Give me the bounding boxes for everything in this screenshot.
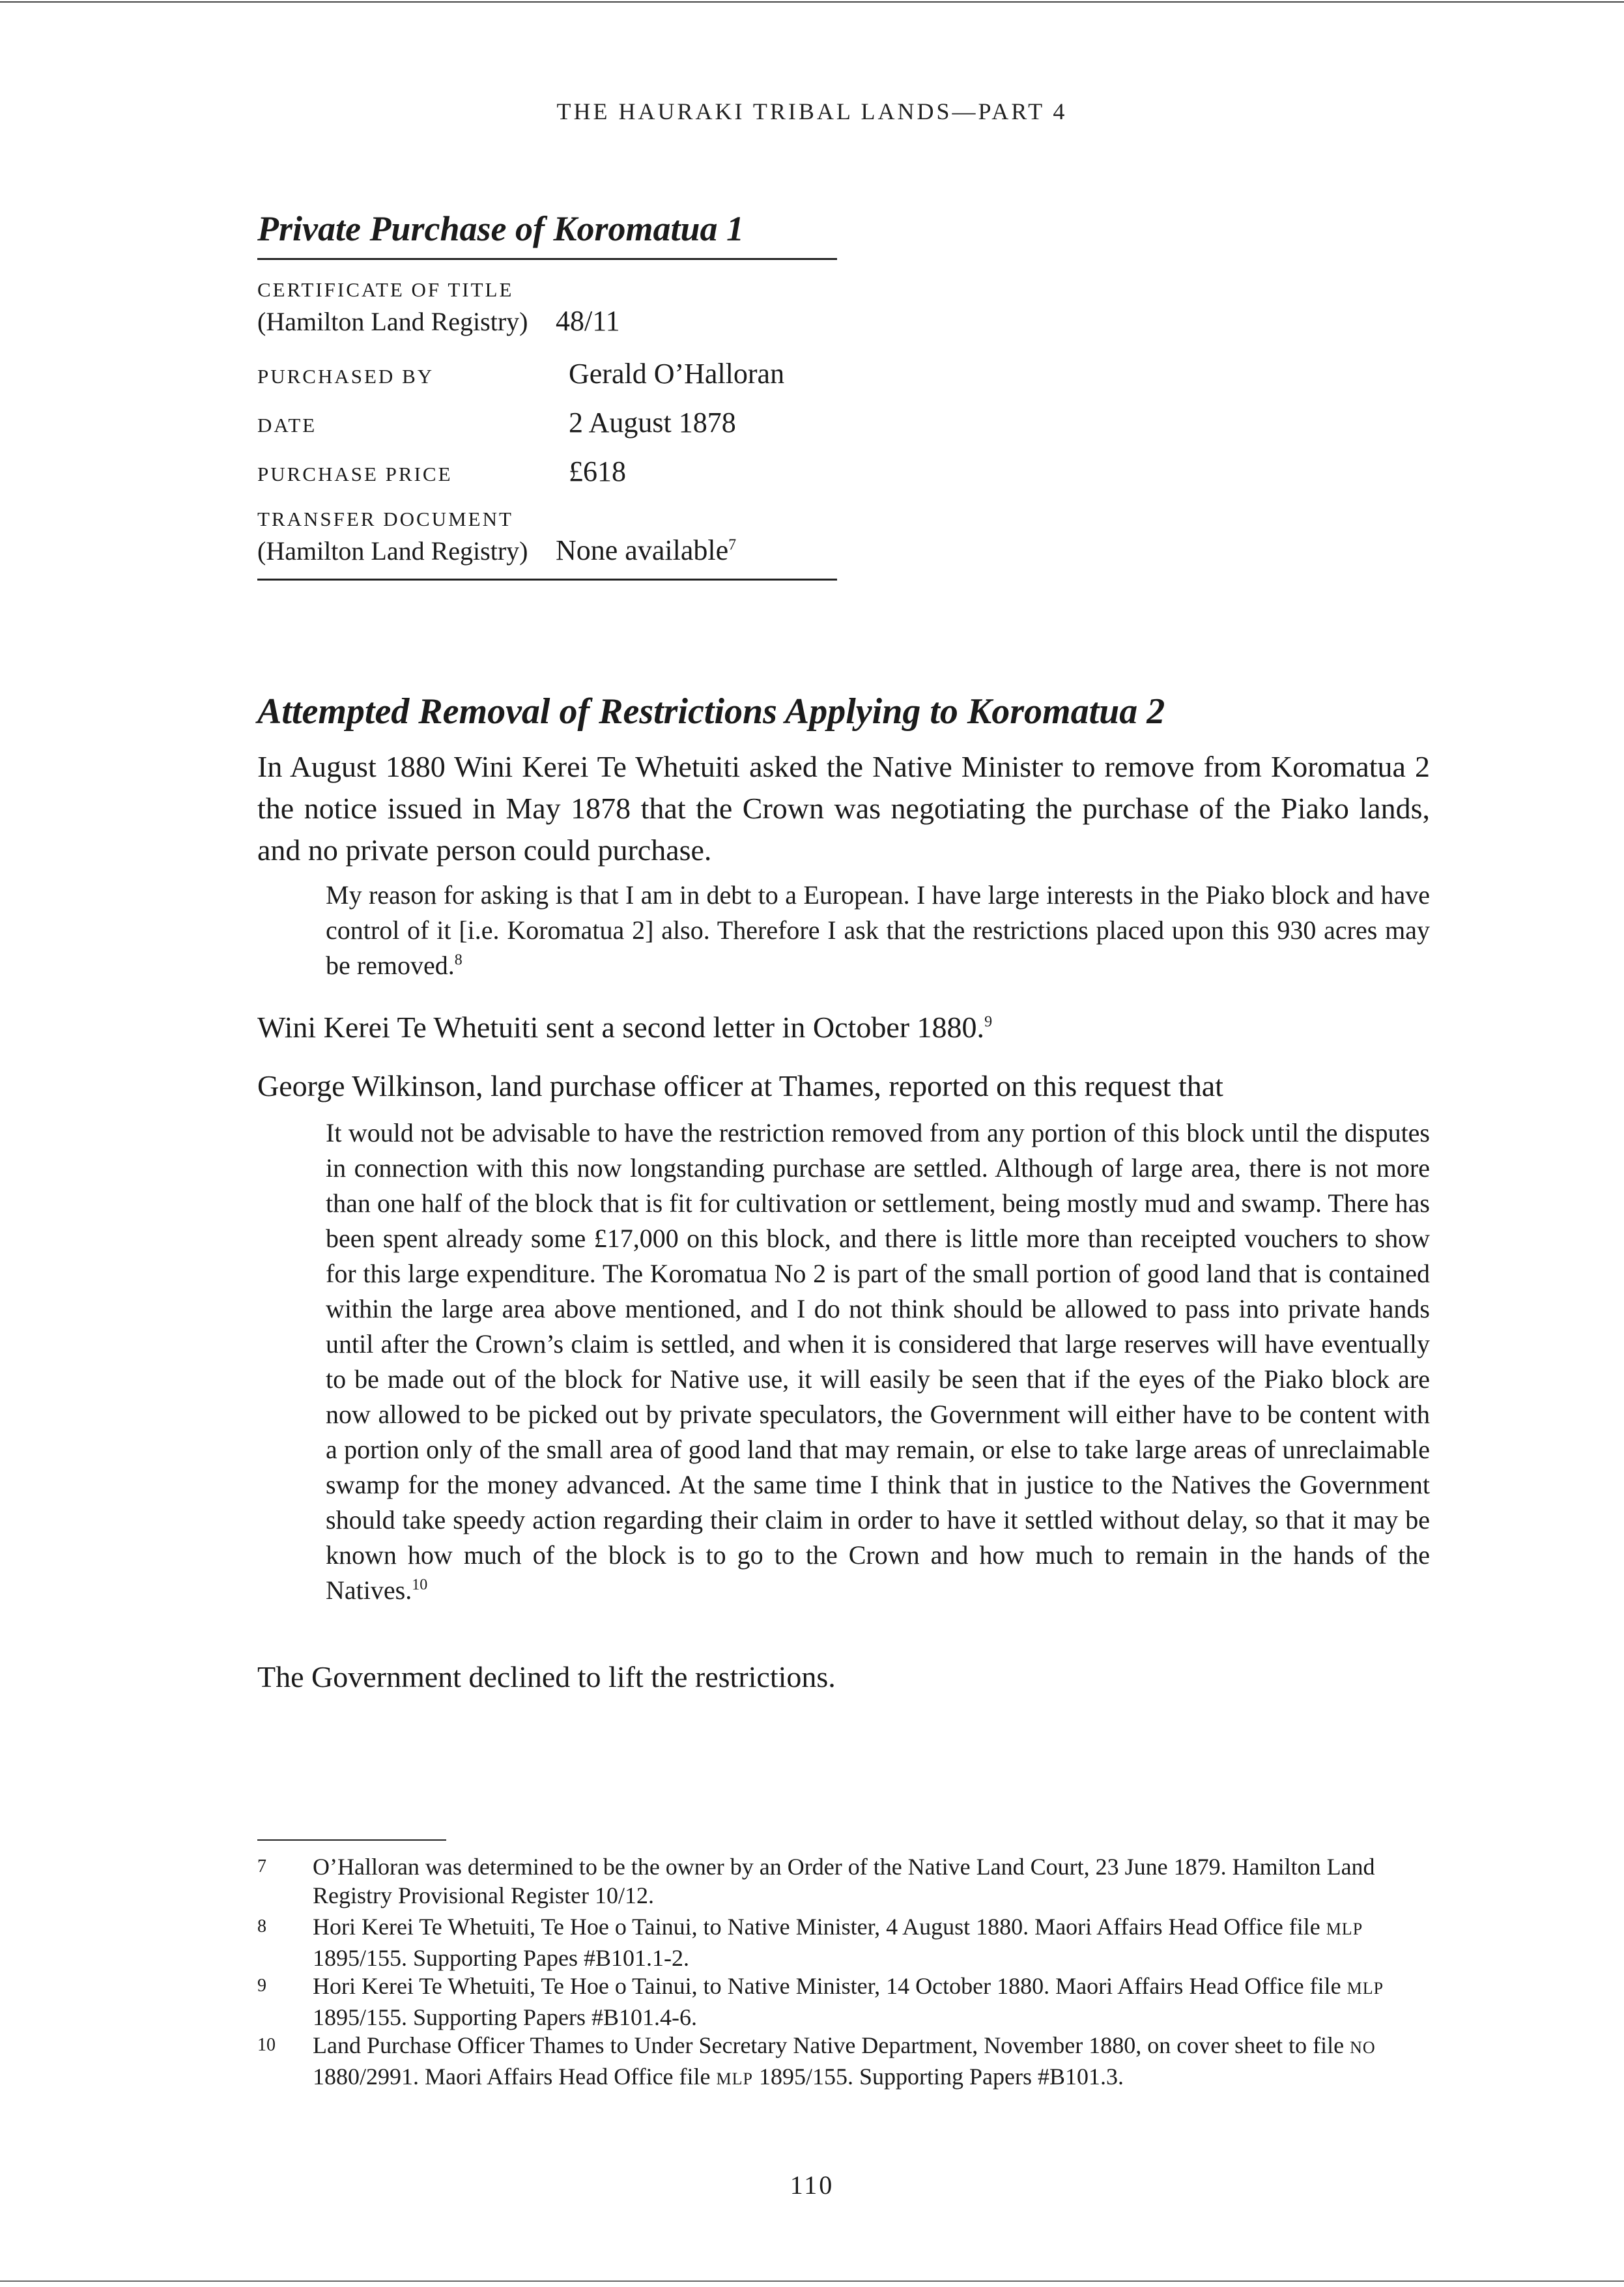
footnote-10-text-b: NO xyxy=(1350,2038,1376,2057)
certificate-value: 48/11 xyxy=(556,305,620,337)
footnote-7-number: 7 xyxy=(257,1856,266,1877)
bottom-edge-line xyxy=(0,2280,1624,2282)
footnote-7-text: O’Halloran was determined to be the owner by an Order of the Native Land Court, 23 June 1879. Hamilton Land Registry Provisional Register 10/12. xyxy=(313,1854,1375,1908)
transfer-sub-row xyxy=(257,534,837,579)
purchased-by-row xyxy=(257,357,837,390)
price-label: PURCHASE PRICE xyxy=(257,463,453,485)
paragraph-1: In August 1880 Wini Kerei Te Whetuiti asked the Native Minister to remove from Koromatua 2 the notice issued in May 1878 that the Crown was negotiating the purchase of the Piako lands, and no private person could purchase. xyxy=(257,750,1430,867)
box-title: Private Purchase of Koromatua 1 xyxy=(257,209,837,260)
paragraph-2-text: Wini Kerei Te Whetuiti sent a second letter in October 1880. xyxy=(257,1011,985,1044)
footnote-rule xyxy=(257,1839,446,1841)
footnote-10-number: 10 xyxy=(257,2035,276,2055)
price-row xyxy=(257,455,837,488)
price-value: £618 xyxy=(569,455,626,487)
transfer-value xyxy=(556,534,736,567)
footnote-9-text xyxy=(313,1972,1430,2032)
footnote-7 xyxy=(257,1852,1430,1910)
footnote-10 xyxy=(257,2031,1430,2093)
transfer-label: TRANSFER DOCUMENT xyxy=(257,508,513,530)
paragraph-2 xyxy=(257,1007,1430,1048)
footnote-9-text-c: 1895/155. Supporting Papers #B101.4-6. xyxy=(313,2004,697,2030)
footnote-10-text-c: 1880/2991. Maori Affairs Head Office file xyxy=(313,2064,717,2090)
footnote-ref-10: 10 xyxy=(412,1576,428,1594)
footnote-8-text xyxy=(313,1912,1430,1972)
top-edge-line xyxy=(0,1,1624,3)
certificate-row xyxy=(257,278,837,302)
purchased-by-label: PURCHASED BY xyxy=(257,365,434,388)
section-heading: Attempted Removal of Restrictions Applying to Koromatua 2 xyxy=(257,691,1165,732)
footnote-ref-8: 8 xyxy=(454,951,463,969)
certificate-label: CERTIFICATE OF TITLE xyxy=(257,278,514,301)
date-label: DATE xyxy=(257,414,317,437)
block-quote-1 xyxy=(326,878,1430,983)
footnote-9-text-b: MLP xyxy=(1346,1979,1384,1998)
footnote-9 xyxy=(257,1972,1430,2032)
paragraph-3: George Wilkinson, land purchase officer at Thames, reported on this request that xyxy=(257,1069,1223,1102)
certificate-sub: (Hamilton Land Registry) xyxy=(257,307,528,336)
footnote-8 xyxy=(257,1912,1430,1972)
certificate-sub-row xyxy=(257,304,837,338)
transfer-value-text: None available xyxy=(556,534,729,566)
footnote-10-text-e: 1895/155. Supporting Papers #B101.3. xyxy=(752,2064,1124,2090)
footnote-9-number: 9 xyxy=(257,1976,266,1996)
footnote-10-text xyxy=(313,2031,1430,2093)
footnote-8-text-a: Hori Kerei Te Whetuiti, Te Hoe o Tainui, to Native Minister, 4 August 1880. Maori Affairs Head Office file xyxy=(313,1914,1326,1940)
block-quote-2-text: It would not be advisable to have the restriction removed from any portion of this block until the disputes in connection with this now longstanding purchase are settled. Although of large area, there is not more than one half of the block that is fit for cultivation or settlement, being mostly mud and swamp. There has been spent already some £17,000 on this block, and there is little more than receipted vouchers to show for this large expenditure. The Koromatua No 2 is part of the small portion of good land that is contained within the large area above mentioned, and I do not think should be allowed to pass into private hands until after the Crown’s claim is settled, and when it is considered that large reserves will have eventually to be made out of the block for Native use, it will easily be seen that if the eyes of the Piako block are now allowed to be picked out by private speculators, the Government will either have to be content with a portion only of the small area of good land that may remain, or else to take large areas of unreclaimable swamp for the money advanced. At the same time I think that in justice to the Natives the Government should take speedy action regarding their claim in order to have it settled without delay, so that it may be known how much of the block is to go to the Crown and how much to remain in the hands of the Natives. xyxy=(326,1118,1430,1605)
purchase-box xyxy=(257,209,837,581)
footnote-ref-7: 7 xyxy=(728,536,737,554)
page-number: 110 xyxy=(790,2170,834,2200)
footnote-8-text-b: MLP xyxy=(1326,1920,1363,1938)
footnote-10-text-d: MLP xyxy=(716,2069,753,2088)
transfer-sub: (Hamilton Land Registry) xyxy=(257,536,528,566)
paragraph-4: The Government declined to lift the restrictions. xyxy=(257,1660,836,1693)
footnote-8-text-c: 1895/155. Supporting Papes #B101.1-2. xyxy=(313,1945,690,1971)
purchased-by-value: Gerald O’Halloran xyxy=(569,358,785,390)
transfer-row xyxy=(257,508,837,531)
block-quote-2 xyxy=(326,1115,1430,1608)
date-value: 2 August 1878 xyxy=(569,407,736,439)
footnote-ref-9: 9 xyxy=(984,1013,993,1031)
date-row xyxy=(257,406,837,439)
footnote-8-number: 8 xyxy=(257,1916,266,1936)
footnote-9-text-a: Hori Kerei Te Whetuiti, Te Hoe o Tainui, to Native Minister, 14 October 1880. Maori Affairs Head Office file xyxy=(313,1973,1347,1999)
footnote-10-text-a: Land Purchase Officer Thames to Under Secretary Native Department, November 1880, on cover sheet to file xyxy=(313,2032,1350,2058)
block-quote-1-text: My reason for asking is that I am in debt to a European. I have large interests in the Piako block and have control of it [i.e. Koromatua 2] also. Therefore I ask that the restrictions placed upon this 930 acres may be removed. xyxy=(326,880,1430,980)
running-head: THE HAURAKI TRIBAL LANDS—PART 4 xyxy=(556,98,1068,124)
